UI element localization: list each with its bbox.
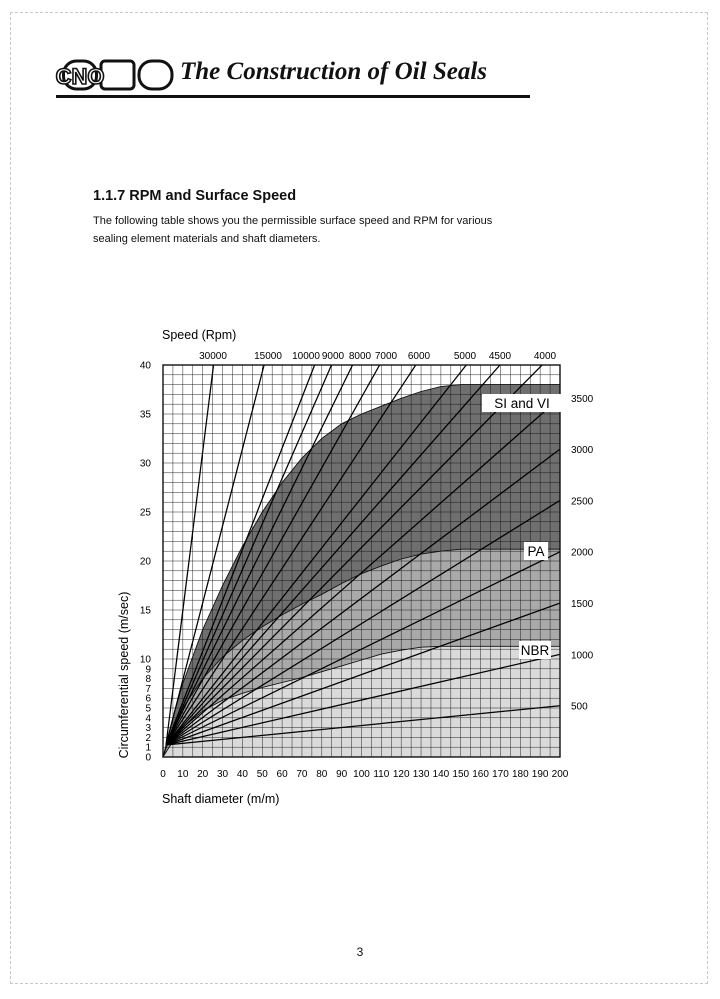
page-number: 3 [356,945,364,959]
y-tick-label: 30 [139,458,151,470]
x-tick-label: 120 [392,769,410,780]
y-tick-label: 40 [139,360,151,372]
y-tick-label: 25 [139,507,151,519]
rpm-label-30000: 30000 [199,351,227,362]
x-tick-label: 130 [412,769,430,780]
x-tick-label: 140 [432,769,450,780]
region-label-nbr [519,641,551,659]
y-tick-label: 8 [145,674,151,686]
x-tick-label: 30 [216,769,229,780]
rpm-label-500: 500 [571,701,588,713]
logo-letter-c: CNO [55,64,105,89]
rpm-label-4000: 4000 [533,351,557,362]
intro-paragraph: The following table shows you the permissible surface speed and RPM for various sealing element materials and shaft diameters. [93,215,493,245]
rpm-label-10000: 10000 [292,351,320,362]
y-axis-title: Circumferential speed (m/sec) [117,591,131,759]
x-tick-label: 90 [336,769,348,780]
rpm-label-1000: 1000 [571,650,594,662]
y-tick-label: 1 [145,742,151,754]
y-tick-label: 4 [145,713,151,725]
x-tick-label: 190 [531,769,549,780]
y-tick-label: 7 [145,683,151,695]
rpm-label-9000: 9000 [321,351,345,362]
region-label-text: SI and VI [494,396,550,411]
y-tick-label: 6 [145,693,151,705]
x-tick-label: 150 [452,769,470,780]
x-tick-label: 180 [511,769,529,780]
y-tick-label: 0 [145,752,151,764]
x-tick-label: 110 [373,769,390,780]
rpm-label-3000: 3000 [571,445,594,457]
x-tick-label: 80 [316,769,328,780]
rpm-label-8000: 8000 [348,351,372,362]
rpm-label-6000: 6000 [407,351,431,362]
rpm-label-1500: 1500 [571,599,594,611]
rpm-label-5000: 5000 [453,351,477,362]
y-tick-label: 9 [145,664,151,676]
document-title: The Construction of Oil Seals [180,58,487,85]
y-tick-label: 5 [145,703,151,715]
chart-grid [163,365,560,757]
region-label-si-and-vi [482,394,562,412]
x-tick-label: 0 [160,769,166,780]
x-tick-label: 60 [276,769,288,780]
x-tick-label: 40 [236,769,248,780]
x-tick-label: 10 [177,769,189,780]
y-tick-label: 15 [139,605,151,617]
rpm-label-15000: 15000 [254,351,282,362]
rpm-label-7000: 7000 [374,351,398,362]
x-tick-label: 100 [353,769,370,780]
region-label-pa [524,542,548,560]
rpm-label-3500: 3500 [571,393,594,405]
y-tick-label: 35 [139,409,151,421]
x-axis-title: Shaft diameter (m/m) [162,792,280,806]
region-label-text: NBR [520,643,550,658]
x-tick-label: 170 [492,769,509,780]
rpm-label-2000: 2000 [571,547,594,559]
y-tick-label: 10 [139,654,151,666]
x-tick-label: 70 [296,769,308,780]
y-tick-label: 20 [139,556,151,568]
rpm-label-4500: 4500 [488,351,512,362]
chart-title: Speed (Rpm) [162,328,237,342]
x-tick-label: 20 [197,769,209,780]
x-tick-label: 50 [256,769,268,780]
x-tick-label: 200 [551,769,569,780]
section-title: 1.1.7 RPM and Surface Speed [93,188,297,204]
x-tick-label: 160 [472,769,489,780]
y-tick-label: 2 [145,732,151,744]
y-tick-label: 3 [145,723,151,735]
region-label-text: PA [527,544,545,559]
rpm-label-2500: 2500 [571,496,594,508]
